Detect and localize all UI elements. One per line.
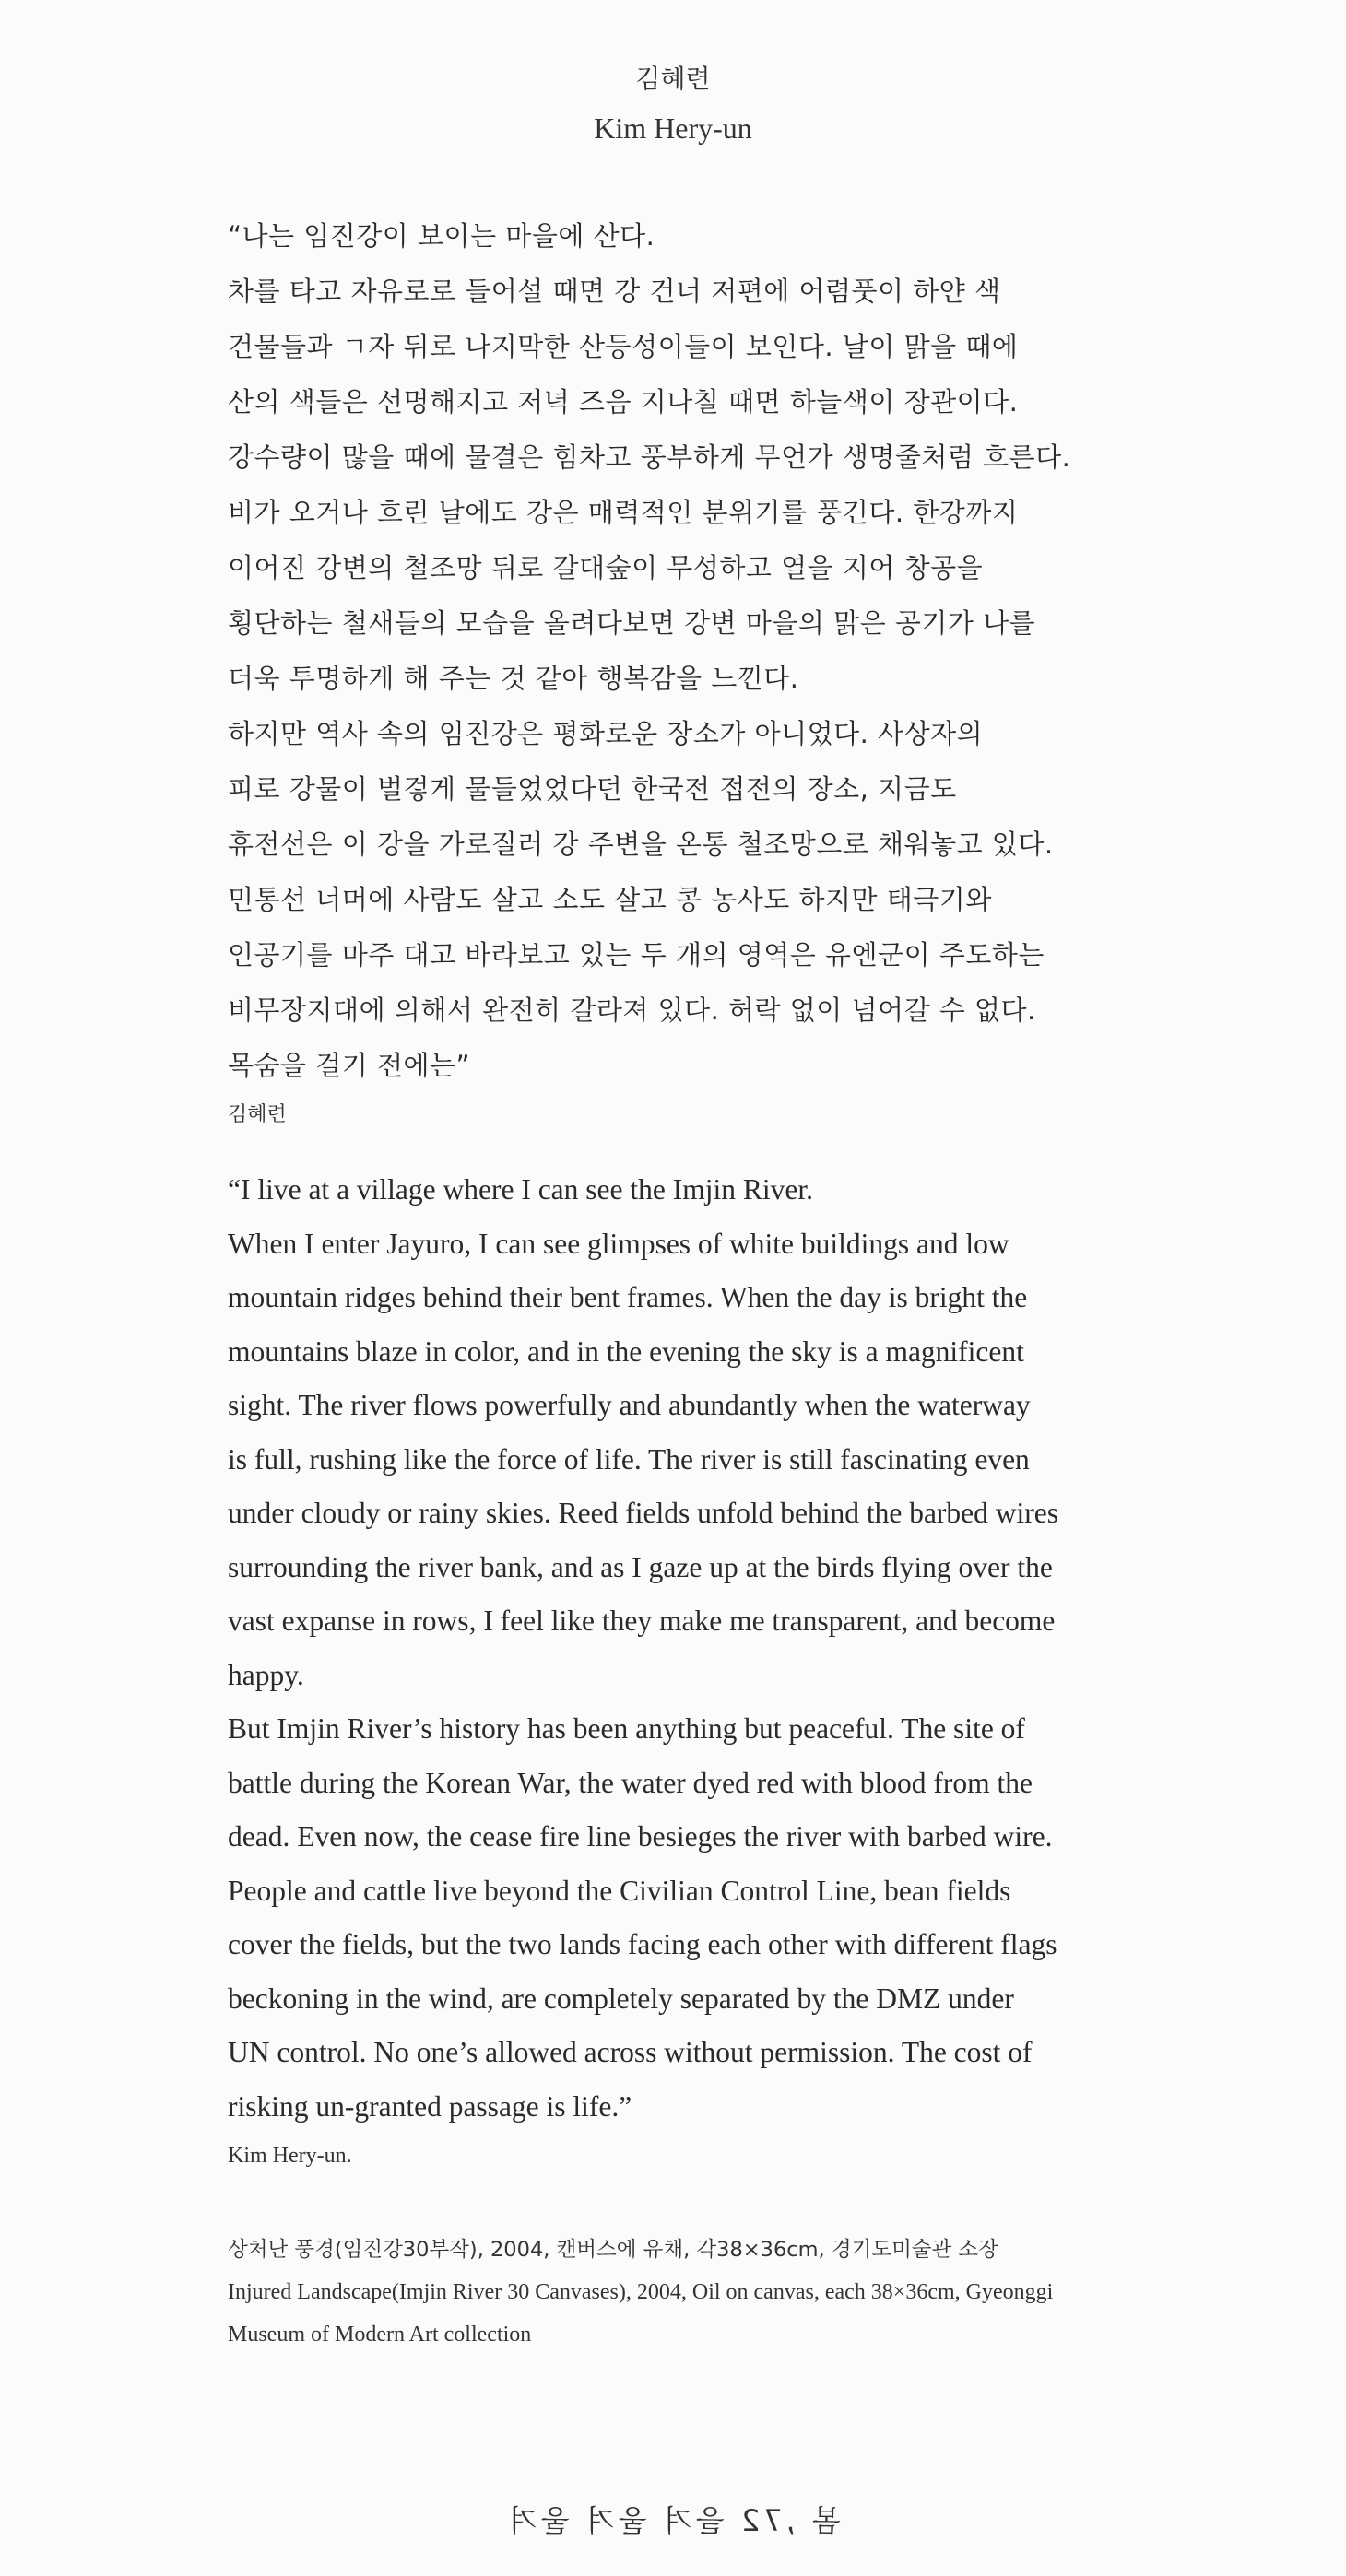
- quote-line: beckoning in the wind, are completely separated by the DMZ under: [228, 1982, 1014, 2015]
- quote-line: mountain ridges behind their bent frames. When the day is bright the: [228, 1281, 1028, 1313]
- quote-line: 이어진 강변의 철조망 뒤로 갈대숲이 무성하고 열을 지어 창공을: [228, 552, 984, 583]
- footer-mirrored-text: 봄 ,72 을겨 울겨 울겨: [505, 2503, 841, 2538]
- quote-line: 하지만 역사 속의 임진강은 평화로운 장소가 아니었다. 사상자의: [228, 718, 984, 749]
- quote-line: cover the fields, but the two lands facing each other with different flags: [228, 1928, 1057, 1960]
- korean-quote-lines: [228, 208, 1168, 1093]
- quote-line: happy.: [228, 1658, 304, 1691]
- quote-line: under cloudy or rainy skies. Reed fields unfold behind the barbed wires: [228, 1497, 1059, 1529]
- caption-english-line-2: Museum of Modern Art collection: [228, 2323, 532, 2347]
- artist-name-korean: 김혜련: [635, 64, 711, 94]
- quote-line: 비가 오거나 흐린 날에도 강은 매력적인 분위기를 풍긴다. 한강까지: [228, 497, 1019, 528]
- korean-attribution: 김혜련: [228, 1103, 287, 1126]
- quote-line: 비무장지대에 의해서 완전히 갈라져 있다. 허락 없이 넘어갈 수 없다.: [228, 994, 1036, 1026]
- korean-quote: [228, 208, 1168, 1135]
- quote-line: 더욱 투명하게 해 주는 것 같아 행복감을 느낀다.: [228, 663, 799, 694]
- quote-line: When I enter Jayuro, I can see glimpses of white buildings and low: [228, 1227, 1010, 1260]
- quote-line: dead. Even now, the cease fire line besieges the river with barbed wire.: [228, 1820, 1053, 1853]
- quote-line: But Imjin River’s history has been anything but peaceful. The site of: [228, 1712, 1025, 1745]
- quote-line: UN control. No one’s allowed across without permission. The cost of: [228, 2036, 1033, 2068]
- quote-line: 차를 타고 자유로로 들어설 때면 강 건너 저편에 어렴풋이 하얀 색: [228, 276, 1001, 307]
- quote-line: battle during the Korean War, the water dyed red with blood from the: [228, 1766, 1033, 1799]
- english-quote: [228, 1163, 1168, 2176]
- quote-line: 민통선 너머에 사람도 살고 소도 살고 콩 농사도 하지만 태극기와: [228, 884, 992, 915]
- artist-name-english: Kim Hery-un: [594, 112, 752, 145]
- caption-korean: 상처난 풍경(임진강30부작), 2004, 캔버스에 유채, 각38×36cm, 경기도미술관 소장: [228, 2238, 998, 2262]
- page-footer: [0, 2498, 1346, 2540]
- quote-line: 산의 색들은 선명해지고 저녁 즈음 지나칠 때면 하늘색이 장관이다.: [228, 386, 1019, 418]
- quote-line: “나는 임진강이 보이는 마을에 산다.: [228, 220, 655, 252]
- english-attribution: Kim Hery-un.: [228, 2144, 352, 2168]
- artist-header: [0, 55, 1346, 153]
- quote-line: 건물들과 ㄱ자 뒤로 나지막한 산등성이들이 보인다. 날이 맑을 때에: [228, 331, 1019, 362]
- quote-line: surrounding the river bank, and as I gaze up at the birds flying over the: [228, 1550, 1053, 1583]
- quote-line: 목숨을 걸기 전에는”: [228, 1050, 471, 1081]
- quote-line: risking un-granted passage is life.”: [228, 2089, 632, 2123]
- caption-english-line-1: Injured Landscape(Imjin River 30 Canvases), 2004, Oil on canvas, each 38×36cm, Gyeonggi: [228, 2280, 1054, 2304]
- quote-line: 횡단하는 철새들의 모습을 올려다보면 강변 마을의 맑은 공기가 나를: [228, 607, 1036, 639]
- quote-line: People and cattle live beyond the Civilian Control Line, bean fields: [228, 1874, 1011, 1907]
- quote-line: 강수량이 많을 때에 물결은 힘차고 풍부하게 무언가 생명줄처럼 흐른다.: [228, 441, 1071, 473]
- quote-line: vast expanse in rows, I feel like they make me transparent, and become: [228, 1605, 1056, 1637]
- english-quote-lines: [228, 1163, 1168, 2134]
- quote-line: mountains blaze in color, and in the evening the sky is a magnificent: [228, 1335, 1024, 1368]
- quote-line: 휴전선은 이 강을 가로질러 강 주변을 온통 철조망으로 채워놓고 있다.: [228, 829, 1054, 860]
- quote-line: sight. The river flows powerfully and abundantly when the waterway: [228, 1389, 1031, 1421]
- quote-line: 피로 강물이 벌겋게 물들었었다던 한국전 접전의 장소, 지금도: [228, 773, 957, 805]
- quote-line: 인공기를 마주 대고 바라보고 있는 두 개의 영역은 유엔군이 주도하는: [228, 939, 1045, 970]
- quote-line: “I live at a village where I can see the Imjin River.: [228, 1173, 813, 1206]
- artwork-caption: [228, 2229, 1168, 2356]
- quote-line: is full, rushing like the force of life. The river is still fascinating even: [228, 1442, 1030, 1476]
